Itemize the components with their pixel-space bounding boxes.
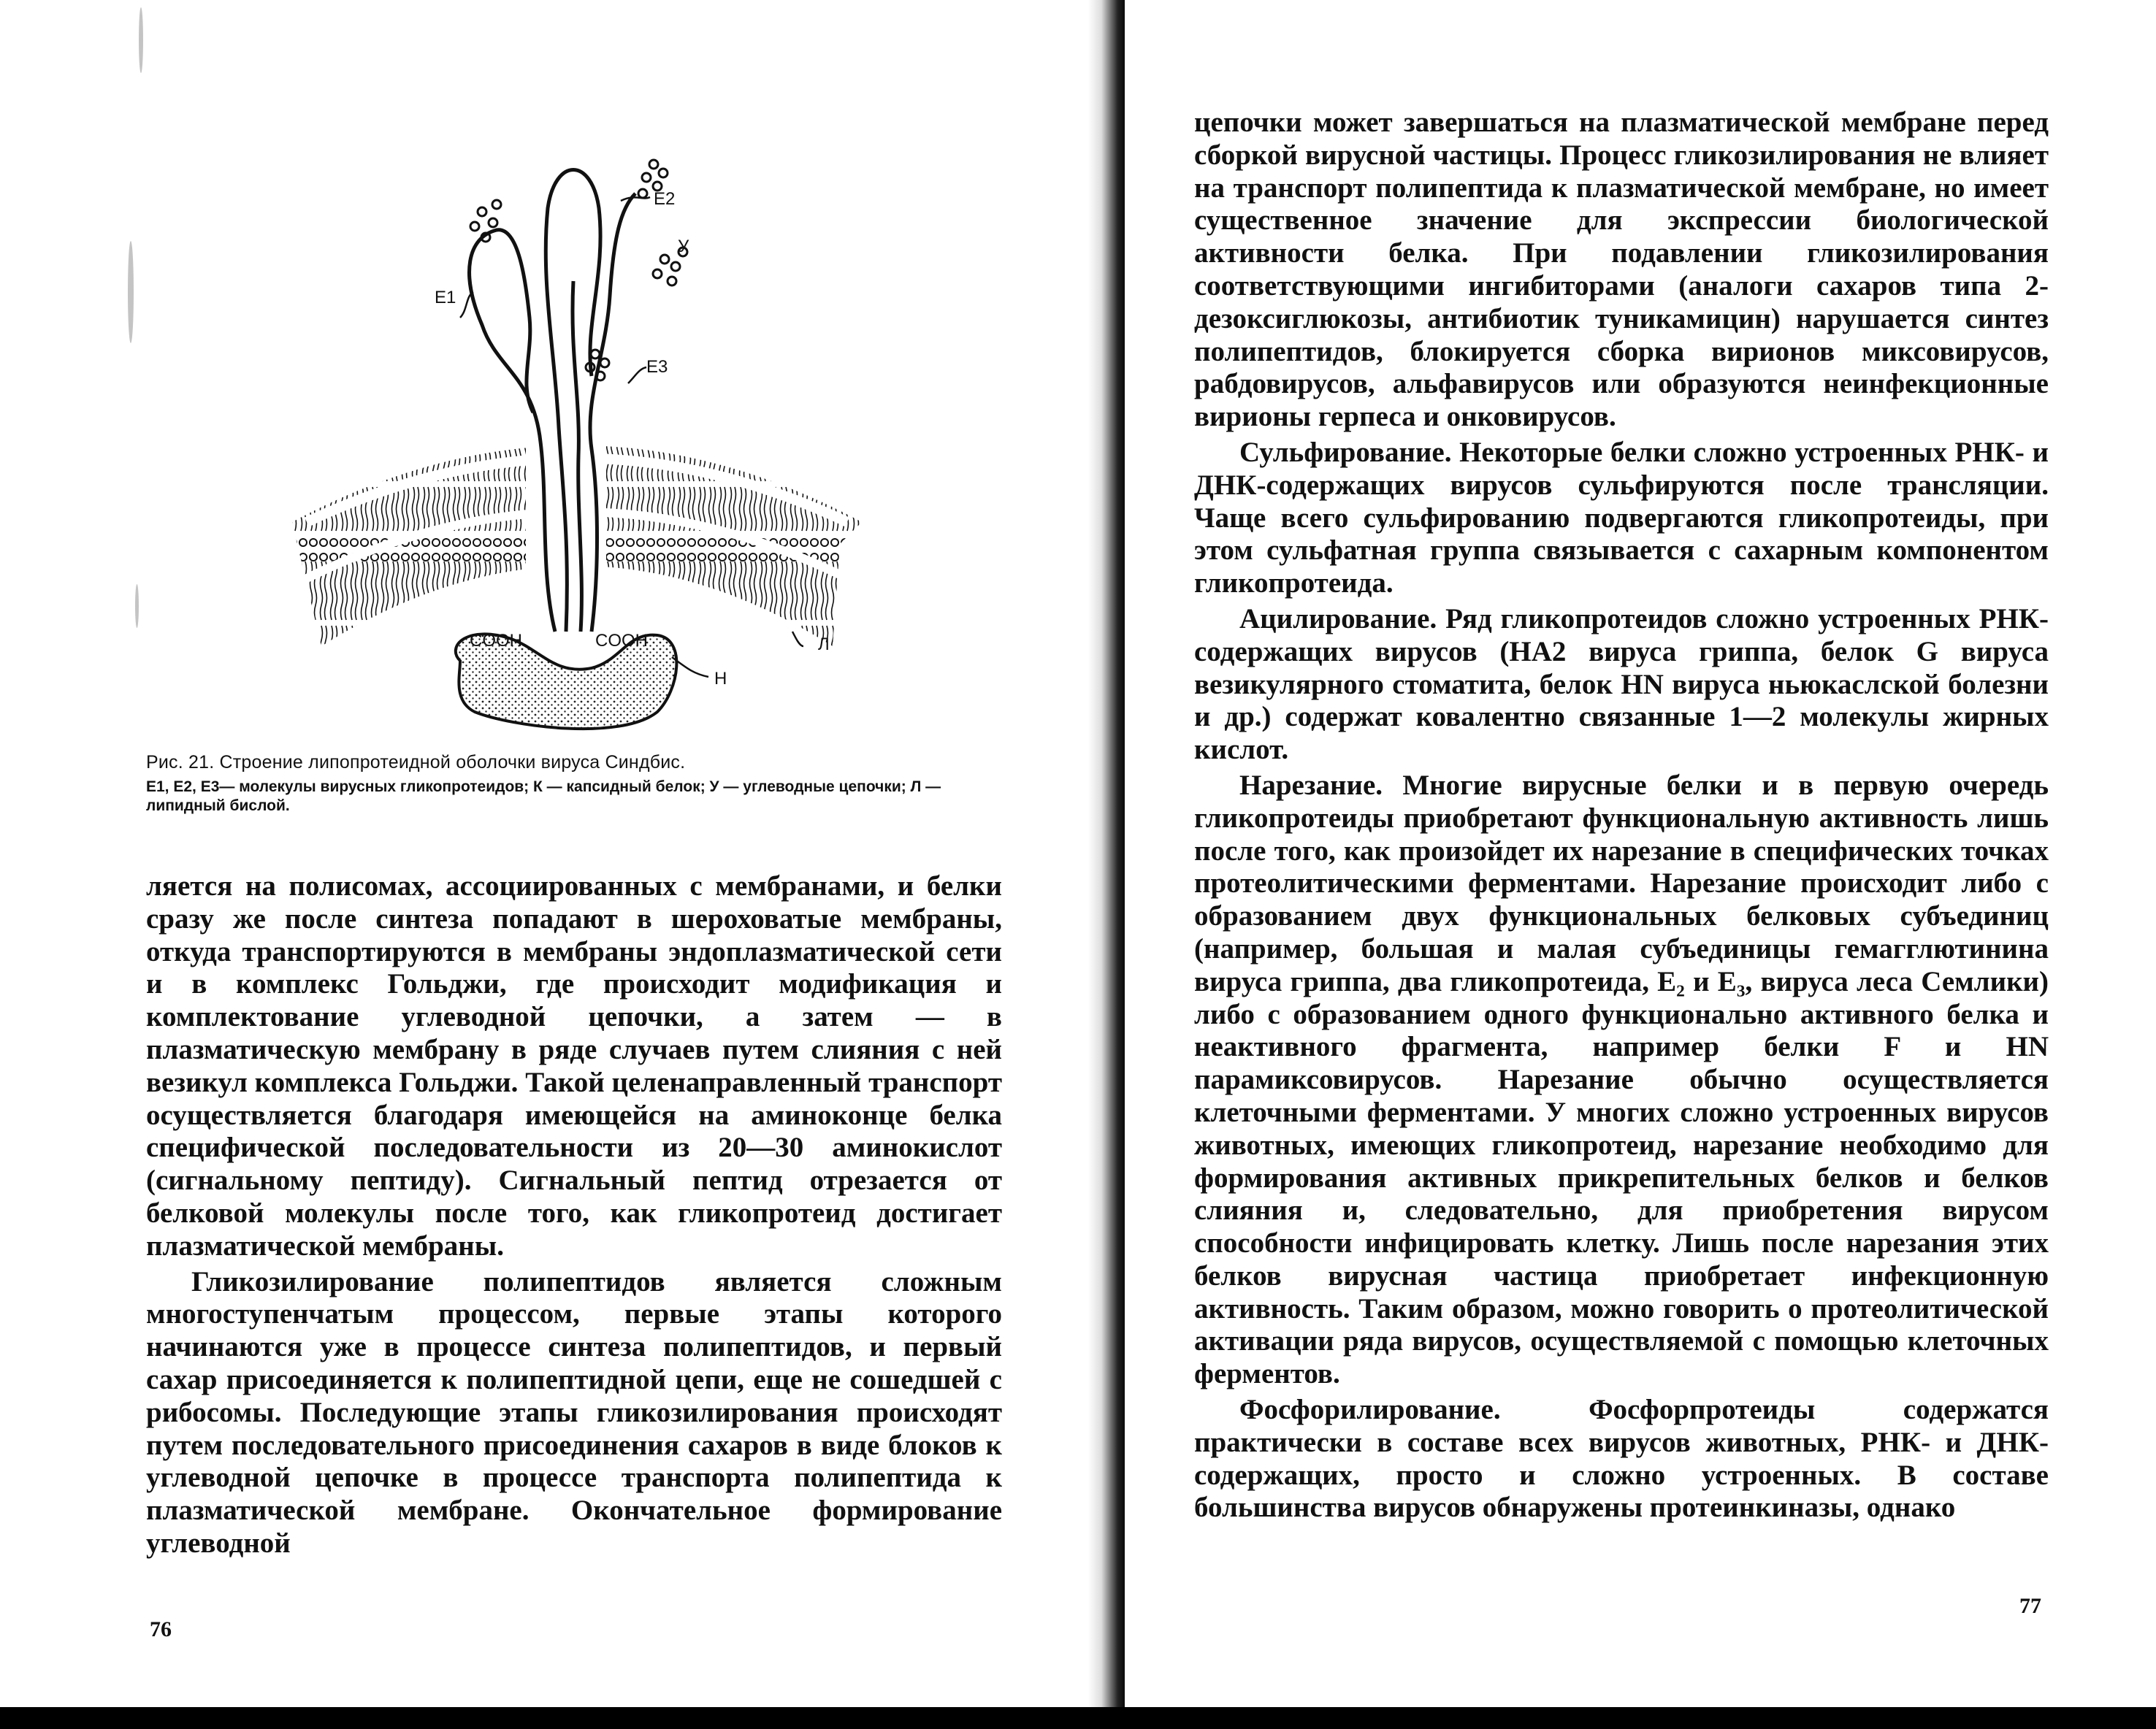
section-heading: Сульфирование. (1239, 436, 1452, 468)
right-body-text (1194, 107, 2049, 1525)
label-e2: E2 (654, 189, 676, 209)
section-text: Некоторые белки сложно устроенных РНК- и ДНК-содержащих вирусов сульфируются после трансляции. Чаще всего сульфированию подвергаются гликопротеиды, при этом сульфатная группа связывается с сахарным компонентом гликопротеида. (1194, 436, 2049, 599)
section-phosphorylation (1194, 1394, 2049, 1525)
section-cleavage (1194, 770, 2049, 1391)
label-u: У (678, 237, 689, 256)
scan-speckle (135, 584, 139, 628)
label-l: Л (818, 635, 830, 654)
section-text: Фосфорпротеиды содержатся практически в составе всех вирусов животных, РНК- и ДНК-содержащих, просто и сложно устроенных. В составе большинства вирусов обнаружены протеинкиназы, однако (1194, 1394, 2049, 1524)
scan-speckle (139, 7, 143, 73)
section-acylation (1194, 603, 2049, 767)
left-body-text (146, 870, 1002, 1560)
section-heading: Ацилирование. (1239, 602, 1437, 635)
label-lines (460, 197, 803, 677)
label-e3: E3 (646, 357, 668, 377)
caption-legend: E1, E2, E3— молекулы вирусных гликопротеидов; К — капсидный белок; У — углеводные цепочки; Л — липидный бислой. (146, 778, 941, 814)
label-cooh-2: COOH (595, 631, 648, 651)
label-n: Н (714, 669, 727, 689)
page-number: 76 (150, 1617, 172, 1641)
paragraph: Гликозилирование полипептидов является сложным многоступенчатым процессом, первые этапы которого начинаются уже в процессе синтеза полипептидов, и первый сахар присоединяется к полипептидной цепи, еще не сошедшей с рибосомы. Последующие этапы гликозилирования происходят путем последовательного присоединения сахаров в виде блоков к углеводной цепочке в процессе транспорта полипептида к плазматической мембране. Окончательное формирование углеводной (146, 1265, 1002, 1559)
caption-title: Рис. 21. Строение липопротеидной оболочки вируса Синдбис. (146, 752, 686, 773)
section-heading: Фосфорилирование. (1239, 1394, 1501, 1426)
paragraph: цепочки может завершаться на плазматической мембране перед сборкой вирусной частицы. Процесс гликозилирования не влияет на транспорт полипептида к плазматической мембране, но имеет существенное значение для экспрессии биологической активности белка. При подавлении гликозилирования соответствующими ингибиторами (аналоги сахаров типа 2-дезоксиглюкозы, антибиотик туникамицин) нарушается синтез полипептидов, блокируется сборка вирионов миксовирусов, рабдовирусов, альфавирусов или образуются неинфекционные вирионы герпеса и онковирусов. (1194, 107, 2049, 433)
envelope-diagram (278, 135, 876, 748)
page-number: 77 (2019, 1594, 2041, 1618)
label-cooh-1: COOH (470, 631, 522, 651)
figure-caption (146, 752, 1008, 816)
section-text: Ряд гликопротеидов сложно устроенных РНК-содержащих вирусов (НА2 вируса гриппа, белок G вируса везикулярного стоматита, белок HN вируса ньюкаслской болезни и др.) содержат ковалентно связанные 1—2 молекулы жирных кислот. (1194, 602, 2049, 766)
section-sulfation (1194, 437, 2049, 600)
scan-speckle (128, 241, 134, 343)
label-e1: E1 (435, 288, 456, 307)
scan-bottom-edge (0, 1707, 2156, 1729)
section-text: Многие вирусные белки и в первую очередь гликопротеиды приобретают функциональную активность лишь после того, как произойдет их нарезание в специфических точках протеолитическими ферментами. Нарезание происходит либо с образованием двух функциональных белковых субъединиц (например, большая и малая субъединицы гемагглютинина вируса гриппа, два гликопротеида, E₂ и E₃, вируса леса Семлики) либо с образованием одного функционально активного белка и неактивного фрагмента, например белки F и HN парамиксовирусов. Нарезание обычно осуществляется клеточными ферментами. У многих сложно устроенных вирусов животных, имеющих гликопротеид, нарезание необходимо для формирования активных прикрепительных белков и белков слияния и, следовательно, для приобретения вирусом способности инфицировать клетку. Лишь после нарезания этих белков вирусная частица приобретает инфекционную активность. Таким образом, можно говорить о протеолитической активации ряда вирусов, осуществляемой с помощью клеточных ферментов. (1194, 769, 2049, 1390)
paragraph: ляется на полисомах, ассоциированных с мембранами, и белки сразу же после синтеза попадают в шероховатые мембраны, откуда транспортируются в мембраны эндоплазматической сети и в комплекс Гольджи, где происходит модификация и комплектование углеводной цепочки, а затем — в плазматическую мембрану в ряде случаев путем слияния с ней везикул комплекса Гольджи. Такой целенаправленный транспорт осуществляется благодаря имеющейся на аминоконце белка специфической последовательности из 20—30 аминокислот (сигнальному пептиду). Сигнальный пептид отрезается от белковой молекулы после того, как гликопротеид достигает плазматической мембраны. (146, 870, 1002, 1262)
right-page (1125, 0, 2156, 1709)
section-heading: Нарезание. (1239, 769, 1383, 801)
